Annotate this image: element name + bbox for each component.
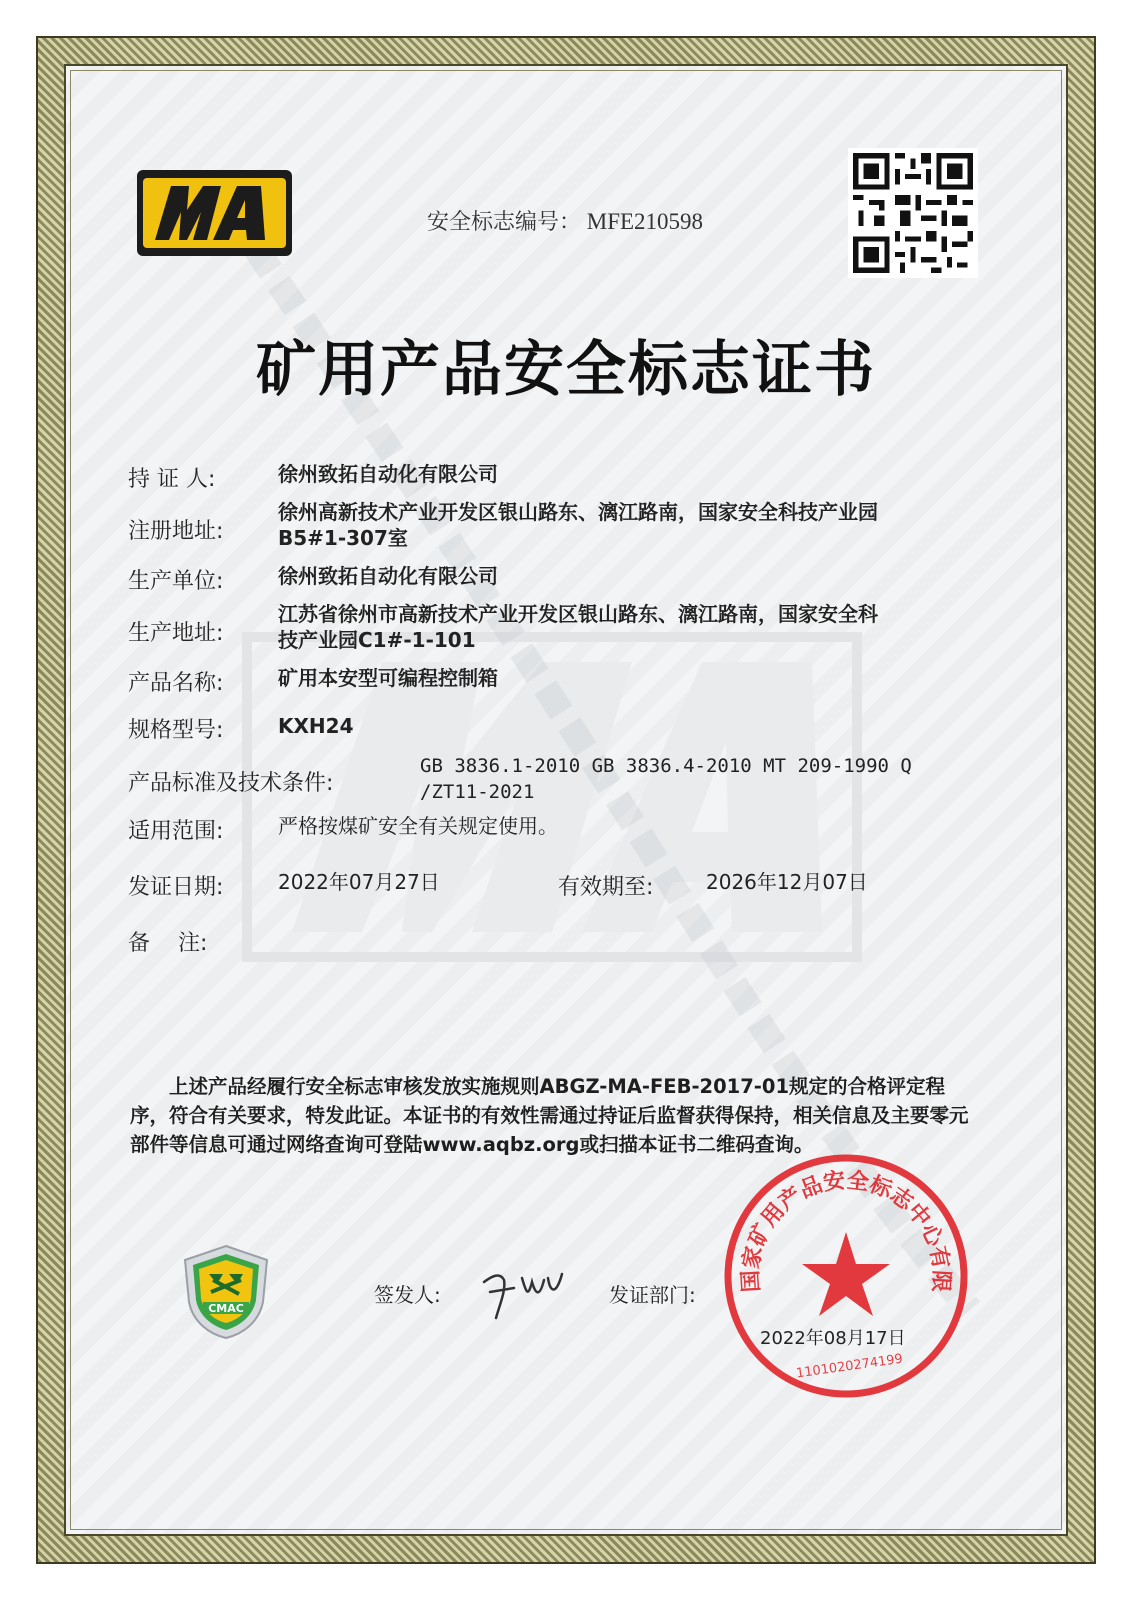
certificate-number-label: 安全标志编号： xyxy=(427,210,582,235)
seal-date: 2022年08月17日 xyxy=(760,1328,906,1349)
production-address-line2: 技产业园C1#-1-101 xyxy=(278,628,476,652)
scope-label: 适用范围: xyxy=(128,819,224,844)
producer-label: 生产单位: xyxy=(128,569,224,594)
certificate-title: 矿用产品安全标志证书 xyxy=(256,335,876,405)
production-address-line1: 江苏省徐州市高新技术产业开发区银山路东、漓江路南，国家安全科 xyxy=(278,602,878,626)
standards-line2: /ZT11-2021 xyxy=(420,781,535,803)
model-label: 规格型号: xyxy=(128,718,224,743)
seal-number: 1101020274199 xyxy=(795,1351,904,1382)
product-name-value: 矿用本安型可编程控制箱 xyxy=(278,666,498,690)
standards-label: 产品标准及技术条件: xyxy=(128,771,334,796)
product-name-label: 产品名称: xyxy=(128,671,224,696)
issue-date-value: 2022年07月27日 xyxy=(278,870,440,894)
signer-label: 签发人: xyxy=(374,1283,441,1307)
registered-address-line1: 徐州高新技术产业开发区银山路东、漓江路南，国家安全科技产业园 xyxy=(278,500,878,524)
certificate-number-value: MFE210598 xyxy=(586,209,704,234)
model-value: KXH24 xyxy=(278,714,354,738)
production-address-label: 生产地址: xyxy=(128,621,224,646)
cmac-badge-text: CMAC xyxy=(208,1302,244,1315)
issue-date-label: 发证日期: xyxy=(128,875,224,900)
holder-label: 持 证 人: xyxy=(128,467,216,492)
valid-until-value: 2026年12月07日 xyxy=(706,870,868,894)
registered-address-label: 注册地址: xyxy=(128,519,224,544)
certification-statement: 上述产品经履行安全标志审核发放实施规则ABGZ-MA-FEB-2017-01规定的合格评定程序，符合有关要求，特发此证。本证书的有效性需通过持证后监督获得保持，相关信息及主要零元部件等信息可通过网络查询可登陆www.aqbz.org或扫描本证书二维码查询。 xyxy=(130,1075,969,1156)
signature xyxy=(470,1252,570,1322)
holder-value: 徐州致拓自动化有限公司 xyxy=(278,462,498,486)
remarks-label: 备 注: xyxy=(128,931,208,956)
ma-logo xyxy=(137,170,292,256)
certificate-number xyxy=(427,205,703,236)
official-seal xyxy=(722,1152,970,1400)
registered-address-line2: B5#1-307室 xyxy=(278,526,408,550)
valid-until-label: 有效期至: xyxy=(558,875,654,900)
producer-value: 徐州致拓自动化有限公司 xyxy=(278,564,498,588)
qr-code[interactable] xyxy=(848,148,978,278)
issuing-department-label: 发证部门: xyxy=(609,1283,696,1307)
cmac-badge xyxy=(183,1244,269,1340)
standards-line1: GB 3836.1-2010 GB 3836.4-2010 MT 209-1990 Q xyxy=(420,755,912,777)
scope-value: 严格按煤矿安全有关规定使用。 xyxy=(278,814,558,838)
seal-text: 国家矿用产品安全标志中心有限 xyxy=(738,1168,954,1293)
